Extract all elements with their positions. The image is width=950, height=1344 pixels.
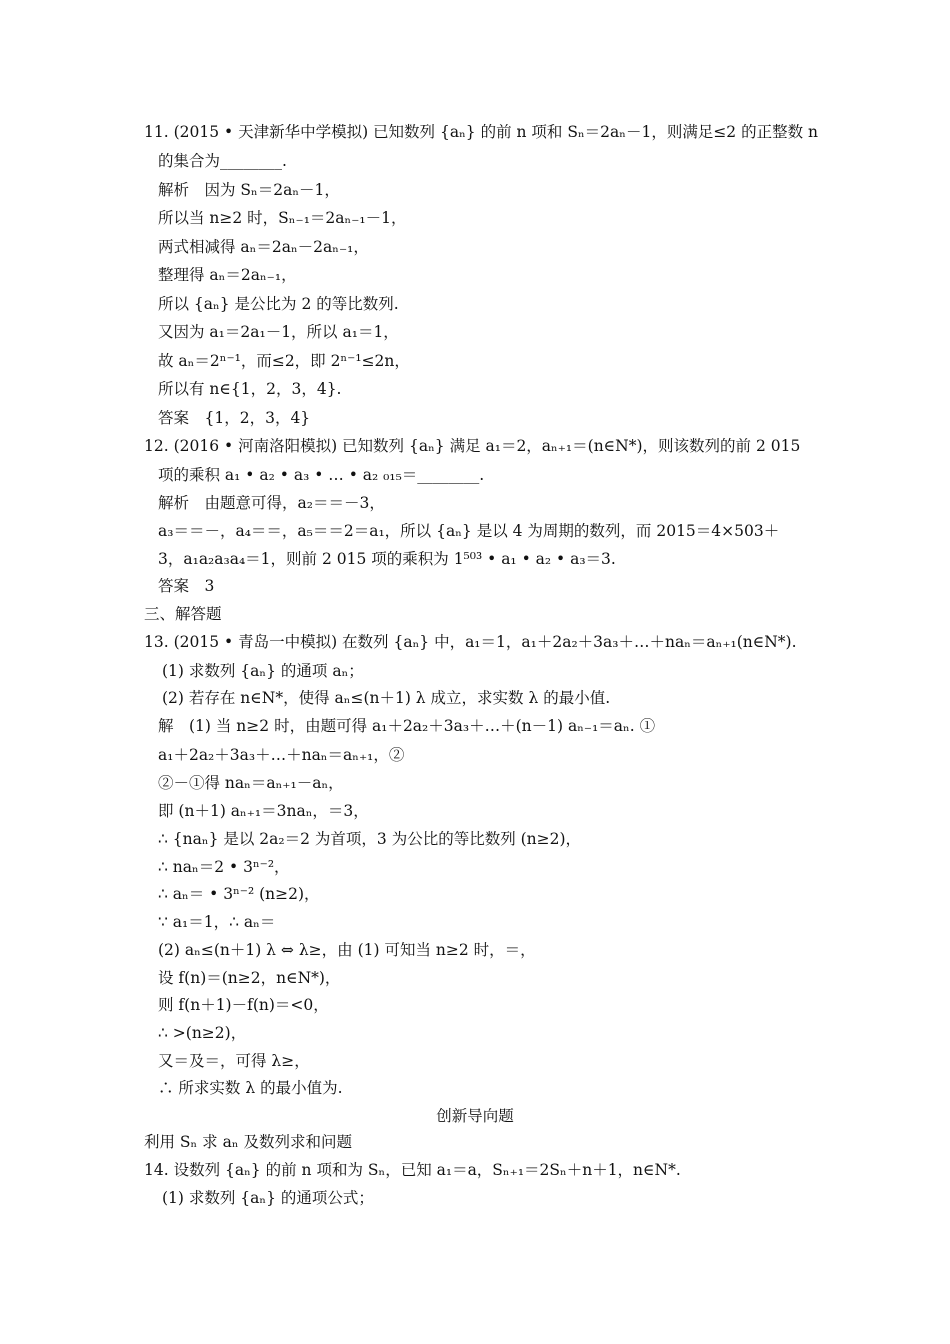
text-line: 利用 Sₙ 求 aₙ 及数列求和问题: [144, 1133, 352, 1151]
text-line: 11. (2015 • 天津新华中学模拟) 已知数列 {aₙ} 的前 n 项和 Sₙ＝2aₙ－1，则满足≤2 的正整数 n: [144, 123, 819, 141]
text-line: 所以当 n≥2 时，Sₙ₋₁＝2aₙ₋₁－1，: [158, 209, 407, 227]
text-line: (1) 求数列 {aₙ} 的通项 aₙ；: [162, 662, 364, 680]
text-line: a₁＋2a₂＋3a₃＋…＋naₙ＝aₙ₊₁，②: [158, 746, 405, 764]
text-line: 解析 由题意可得，a₂＝＝－3，: [158, 494, 385, 512]
text-line: ∴ naₙ＝2 • 3ⁿ⁻²，: [158, 858, 290, 876]
text-line: ∴ >(n≥2)，: [158, 1024, 247, 1042]
text-line: a₃＝＝－，a₄＝＝，a₅＝＝2＝a₁，所以 {aₙ} 是以 4 为周期的数列，而 2015＝4×503＋: [158, 522, 780, 540]
text-line: ②－①得 naₙ＝aₙ₊₁－aₙ，: [158, 774, 344, 792]
text-line: 14. 设数列 {aₙ} 的前 n 项和为 Sₙ，已知 a₁＝a，Sₙ₊₁＝2Sₙ＋n＋1，n∈N*.: [144, 1161, 681, 1179]
text-line: ∵ a₁＝1，∴ aₙ＝: [158, 913, 276, 931]
text-line: 三、解答题: [144, 605, 222, 623]
text-line: 答案 3: [158, 577, 215, 595]
text-line: 即 (n＋1) aₙ₊₁＝3naₙ，＝3，: [158, 802, 369, 820]
text-line: ∴ 所求实数 λ 的最小值为.: [158, 1079, 343, 1097]
text-line: (2) aₙ≤(n＋1) λ ⇔ λ≥，由 (1) 可知当 n≥2 时，＝，: [158, 941, 536, 959]
text-line: 答案 {1，2，3，4}: [158, 409, 311, 427]
text-line: 设 f(n)＝(n≥2，n∈N*)，: [158, 969, 341, 987]
text-line: ∴ {naₙ} 是以 2a₂＝2 为首项，3 为公比的等比数列 (n≥2)，: [158, 830, 582, 848]
text-line: (1) 求数列 {aₙ} 的通项公式；: [162, 1189, 374, 1207]
text-line: 所以 {aₙ} 是公比为 2 的等比数列.: [158, 295, 399, 313]
text-line: 12. (2016 • 河南洛阳模拟) 已知数列 {aₙ} 满足 a₁＝2，aₙ₊₁＝(n∈N*)，则该数列的前 2 015: [144, 437, 801, 455]
text-line: (2) 若存在 n∈N*，使得 aₙ≤(n＋1) λ 成立，求实数 λ 的最小值.: [162, 689, 611, 707]
text-line: 故 aₙ＝2ⁿ⁻¹，而≤2，即 2ⁿ⁻¹≤2n，: [158, 352, 410, 370]
text-line: 整理得 aₙ＝2aₙ₋₁，: [158, 266, 297, 284]
text-line: 的集合为________.: [158, 152, 287, 170]
text-line: 解 (1) 当 n≥2 时，由题可得 a₁＋2a₂＋3a₃＋…＋(n－1) aₙ₋₁＝aₙ. ①: [158, 717, 656, 735]
text-line: 两式相减得 aₙ＝2aₙ－2aₙ₋₁，: [158, 238, 369, 256]
text-line: ∴ aₙ＝ • 3ⁿ⁻² (n≥2)，: [158, 885, 320, 903]
text-line: 所以有 n∈{1，2，3，4}.: [158, 380, 342, 398]
text-line: 13. (2015 • 青岛一中模拟) 在数列 {aₙ} 中，a₁＝1，a₁＋2a₂＋3a₃＋…＋naₙ＝aₙ₊₁(n∈N*).: [144, 633, 797, 651]
text-line: 又＝及＝，可得 λ≥，: [158, 1052, 310, 1070]
text-line: 创新导向题: [436, 1107, 514, 1125]
text-line: 又因为 a₁＝2a₁－1，所以 a₁＝1，: [158, 323, 399, 341]
text-line: 项的乘积 a₁ • a₂ • a₃ • … • a₂ ₀₁₅＝________.: [158, 466, 485, 484]
text-line: 则 f(n＋1)－f(n)＝<0，: [158, 996, 329, 1014]
text-line: 3，a₁a₂a₃a₄＝1，则前 2 015 项的乘积为 1⁵⁰³ • a₁ • a₂ • a₃＝3.: [158, 550, 616, 568]
text-line: 解析 因为 Sₙ＝2aₙ－1，: [158, 181, 340, 199]
